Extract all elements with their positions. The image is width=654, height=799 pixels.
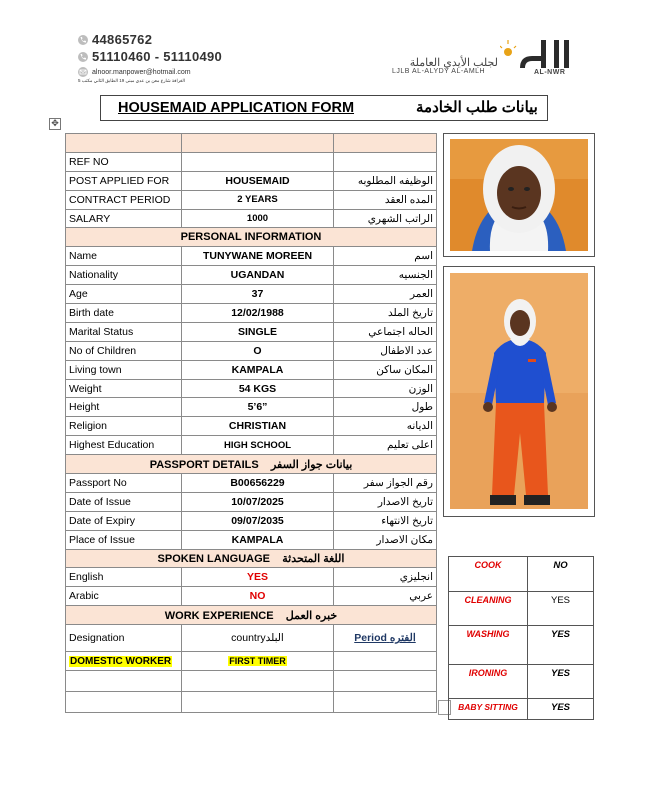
table-row: Age 37 العمر (66, 285, 437, 304)
table-row: DOMESTIC WORKER FIRST TIMER (66, 652, 437, 671)
phone-icon (78, 35, 88, 45)
phone-icon (78, 52, 88, 62)
company-logo (500, 38, 580, 83)
full-body-photo-frame (443, 266, 595, 517)
table-row: Place of Issue KAMPALA مكان الاصدار (66, 530, 437, 549)
skill-row: WASHING YES (449, 626, 594, 665)
form-title-ar: بيانات طلب الخادمة (416, 99, 538, 116)
contact-email: alnoor.manpower@hotmail.com (78, 67, 191, 77)
skills-table (448, 556, 594, 720)
table-row: Birth date 12/02/1988 تاريخ الملد (66, 304, 437, 323)
table-row: Highest Education HIGH SCHOOL اعلى تعليم (66, 436, 437, 455)
table-row: Arabic NO عربي (66, 587, 437, 606)
table-row: Living town KAMPALA المكان ساكن (66, 360, 437, 379)
email-icon (78, 67, 88, 77)
form-title-box (100, 95, 548, 121)
table-row: Date of Issue 10/07/2025 تاريخ الاصدار (66, 492, 437, 511)
table-row: Marital Status SINGLE الحاله اجتماعي (66, 322, 437, 341)
application-table (65, 133, 437, 713)
full-body-photo (450, 273, 588, 509)
experience-header-row: Designation countryالبلد الفتره Period (66, 625, 437, 652)
portrait-photo-frame (443, 133, 595, 257)
table-row: Height 5’6” طول (66, 398, 437, 417)
table-row: CONTRACT PERIOD 2 YEARS المده العقد (66, 190, 437, 209)
skill-row: BABY SITTING YES (449, 699, 594, 720)
skill-row: CLEANING YES (449, 592, 594, 626)
table-row: REF NO (66, 152, 437, 171)
section-header-experience: WORK EXPERIENCE خبره العمل (66, 606, 437, 625)
address-text: الغرافة شارع معن بن عدي مبنى 19 الطابق الثاني مكتب 5 (78, 78, 185, 83)
logo-english-text: LJLB AL-ALYDY AL-AMLH (392, 68, 486, 75)
table-row: Religion CHRISTIAN الديانه (66, 417, 437, 436)
table-row: Passport No B00656229 رقم الجواز سفر (66, 474, 437, 493)
skill-row: COOK NO (449, 557, 594, 592)
move-handle-icon[interactable]: ✥ (49, 118, 61, 130)
section-header-language: SPOKEN LANGUAGE اللغة المتحدثة (66, 549, 437, 568)
table-row: SALARY 1000 الراتب الشهري (66, 209, 437, 228)
section-header-personal: PERSONAL INFORMATION (66, 228, 437, 247)
table-row: Name TUNYWANE MOREEN اسم (66, 247, 437, 266)
logo-arabic-text: لجلب الأيدي العاملة (409, 57, 498, 69)
table-row: Nationality UGANDAN الجنسيه (66, 266, 437, 285)
portrait-photo (450, 139, 588, 251)
contact-phone-1: 44865762 (78, 32, 152, 47)
logo-brand-text: AL-NWR (534, 69, 566, 76)
skill-row: IRONING YES (449, 665, 594, 699)
section-header-passport: PASSPORT DETAILS بيانات جواز السفر (66, 455, 437, 474)
form-title-en: HOUSEMAID APPLICATION FORM (118, 100, 355, 116)
table-row: POST APPLIED FOR HOUSEMAID الوظيفه المطلوبه (66, 171, 437, 190)
table-row (66, 671, 437, 692)
table-row (66, 134, 437, 153)
contact-phone-2: 51110460 - 51110490 (78, 49, 222, 64)
table-row (66, 692, 437, 713)
table-row: Weight 54 KGS الوزن (66, 379, 437, 398)
table-row: Date of Expiry 09/07/2035 تاريخ الانتهاء (66, 511, 437, 530)
table-row: English YES انجليزي (66, 568, 437, 587)
table-row: No of Children O عدد الاطفال (66, 341, 437, 360)
